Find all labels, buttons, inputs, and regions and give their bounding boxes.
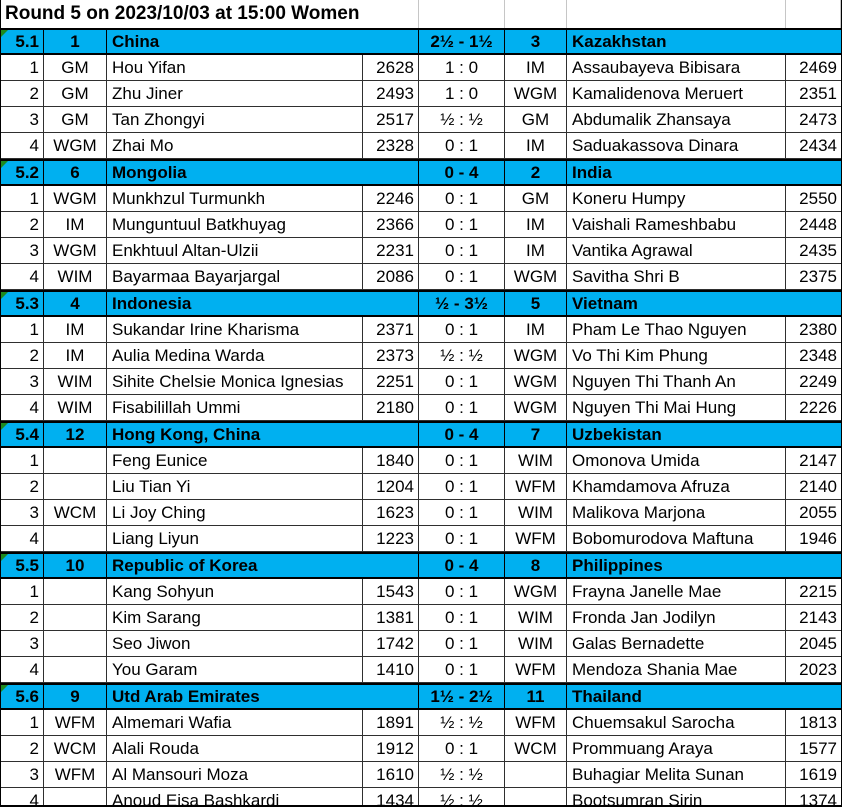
home-rating-cell: 1912 <box>363 736 419 761</box>
green-triangle-icon <box>1 685 8 692</box>
home-seed-cell: 6 <box>44 161 107 184</box>
match-number-cell: 5.6 <box>1 685 44 708</box>
away-title-cell: WGM <box>505 395 567 420</box>
board-row <box>1 81 841 107</box>
away-seed-cell: 8 <box>505 554 567 577</box>
away-title-cell: WGM <box>505 343 567 368</box>
away-rating-cell: 2375 <box>799 266 837 286</box>
away-rating-cell: 2140 <box>799 476 837 496</box>
board-number-cell: 2 <box>1 474 44 499</box>
board-row <box>1 762 841 788</box>
home-rating-cell: 2231 <box>363 238 419 263</box>
away-team-cell: Thailand <box>572 686 642 706</box>
match-score-cell: 0 - 4 <box>419 554 505 577</box>
away-player-cell: Chuemsakul Sarocha <box>567 710 786 735</box>
match-number-cell: 5.3 <box>1 292 44 315</box>
away-rating-cell: 2550 <box>799 188 837 208</box>
away-player-cell: Nguyen Thi Thanh An <box>567 369 786 394</box>
away-title-cell: WFM <box>505 657 567 682</box>
away-player-cell: Vo Thi Kim Phung <box>567 343 786 368</box>
home-title-cell <box>44 474 107 499</box>
away-player-cell: Frayna Janelle Mae <box>567 579 786 604</box>
away-title-cell: WFM <box>505 474 567 499</box>
board-row <box>1 369 841 395</box>
board-number-cell: 4 <box>1 133 44 158</box>
result-cell: 0 : 1 <box>419 500 505 525</box>
home-team-cell: Republic of Korea <box>107 554 419 577</box>
away-rating-cell: 2380 <box>799 319 837 339</box>
away-team-cell: Uzbekistan <box>572 424 662 444</box>
home-title-cell: WIM <box>44 395 107 420</box>
home-seed-cell: 10 <box>44 554 107 577</box>
board-number-cell: 2 <box>1 81 44 106</box>
away-rating-cell: 2143 <box>799 607 837 627</box>
green-triangle-icon <box>1 292 8 299</box>
home-rating-cell: 2086 <box>363 264 419 289</box>
board-number-cell: 3 <box>1 369 44 394</box>
away-player-cell: Mendoza Shania Mae <box>567 657 786 682</box>
board-number-cell: 3 <box>1 107 44 132</box>
result-cell: 1 : 0 <box>419 81 505 106</box>
empty-grid-cell <box>505 0 567 28</box>
home-title-cell: WFM <box>44 762 107 787</box>
board-number-cell: 4 <box>1 526 44 551</box>
board-row <box>1 107 841 133</box>
match-header-row <box>1 28 841 55</box>
result-cell: 0 : 1 <box>419 133 505 158</box>
home-title-cell <box>44 448 107 473</box>
green-triangle-icon <box>1 161 8 168</box>
home-player-cell: Sukandar Irine Kharisma <box>107 317 363 342</box>
home-player-cell: Sihite Chelsie Monica Ignesias <box>107 369 363 394</box>
board-number-cell: 2 <box>1 736 44 761</box>
home-player-cell: Liu Tian Yi <box>107 474 363 499</box>
home-rating-cell: 2628 <box>363 55 419 80</box>
home-player-cell: Aulia Medina Warda <box>107 343 363 368</box>
home-seed-cell: 4 <box>44 292 107 315</box>
home-title-cell: GM <box>44 55 107 80</box>
away-player-cell: Nguyen Thi Mai Hung <box>567 395 786 420</box>
match-number-cell: 5.2 <box>1 161 44 184</box>
home-rating-cell: 1623 <box>363 500 419 525</box>
board-number-cell: 4 <box>1 395 44 420</box>
home-rating-cell: 2517 <box>363 107 419 132</box>
result-cell: 0 : 1 <box>419 657 505 682</box>
result-cell: 0 : 1 <box>419 238 505 263</box>
home-title-cell <box>44 579 107 604</box>
result-cell: 0 : 1 <box>419 264 505 289</box>
home-title-cell <box>44 526 107 551</box>
home-player-cell: Liang Liyun <box>107 526 363 551</box>
board-number-cell: 3 <box>1 762 44 787</box>
away-title-cell <box>505 788 567 807</box>
away-player-cell: Prommuang Araya <box>567 736 786 761</box>
home-team-cell: Utd Arab Emirates <box>107 685 419 708</box>
away-player-cell: Kamalidenova Meruert <box>567 81 786 106</box>
home-player-cell: Munkhzul Turmunkh <box>107 186 363 211</box>
result-cell: ½ : ½ <box>419 762 505 787</box>
away-title-cell: WGM <box>505 369 567 394</box>
board-row <box>1 186 841 212</box>
match-score-cell: ½ - 3½ <box>419 292 505 315</box>
away-player-cell: Khamdamova Afruza <box>567 474 786 499</box>
result-cell: 0 : 1 <box>419 369 505 394</box>
home-title-cell <box>44 605 107 630</box>
board-row <box>1 500 841 526</box>
away-team-cell: Philippines <box>572 555 663 575</box>
result-cell: 0 : 1 <box>419 474 505 499</box>
away-seed-cell: 3 <box>505 30 567 53</box>
result-cell: ½ : ½ <box>419 107 505 132</box>
away-rating-cell: 2226 <box>799 397 837 417</box>
home-rating-cell: 1742 <box>363 631 419 656</box>
result-cell: ½ : ½ <box>419 788 505 807</box>
match-score-cell: 0 - 4 <box>419 423 505 446</box>
home-seed-cell: 12 <box>44 423 107 446</box>
home-rating-cell: 1610 <box>363 762 419 787</box>
away-title-cell: WCM <box>505 736 567 761</box>
home-title-cell: WCM <box>44 736 107 761</box>
result-cell: ½ : ½ <box>419 710 505 735</box>
empty-grid-cell <box>419 0 505 28</box>
home-player-cell: Kim Sarang <box>107 605 363 630</box>
away-rating-cell: 1619 <box>799 764 837 784</box>
result-cell: 0 : 1 <box>419 631 505 656</box>
board-number-cell: 4 <box>1 657 44 682</box>
home-title-cell: WGM <box>44 238 107 263</box>
board-row <box>1 133 841 159</box>
away-rating-cell: 2348 <box>799 345 837 365</box>
home-player-cell: Li Joy Ching <box>107 500 363 525</box>
result-cell: 0 : 1 <box>419 448 505 473</box>
away-rating-cell: 2434 <box>799 135 837 155</box>
away-player-cell: Assaubayeva Bibisara <box>567 55 786 80</box>
board-number-cell: 1 <box>1 186 44 211</box>
away-title-cell: WGM <box>505 81 567 106</box>
match-score-cell: 0 - 4 <box>419 161 505 184</box>
away-title-cell: IM <box>505 212 567 237</box>
away-rating-cell: 2469 <box>799 57 837 77</box>
board-row <box>1 395 841 421</box>
board-number-cell: 1 <box>1 317 44 342</box>
match-header-row <box>1 290 841 317</box>
board-row <box>1 710 841 736</box>
home-team-cell: Hong Kong, China <box>107 423 419 446</box>
home-team-cell: Indonesia <box>107 292 419 315</box>
away-team-cell: Vietnam <box>572 293 638 313</box>
away-rating-cell: 2435 <box>799 240 837 260</box>
home-title-cell: GM <box>44 81 107 106</box>
away-rating-cell: 1577 <box>799 738 837 758</box>
home-rating-cell: 2493 <box>363 81 419 106</box>
board-row <box>1 474 841 500</box>
result-cell: ½ : ½ <box>419 343 505 368</box>
match-header-row <box>1 159 841 186</box>
away-title-cell: WFM <box>505 526 567 551</box>
away-seed-cell: 11 <box>505 685 567 708</box>
home-rating-cell: 2251 <box>363 369 419 394</box>
home-title-cell: IM <box>44 317 107 342</box>
home-player-cell: Almemari Wafia <box>107 710 363 735</box>
home-player-cell: Munguntuul Batkhuyag <box>107 212 363 237</box>
away-player-cell: Saduakassova Dinara <box>567 133 786 158</box>
result-cell: 1 : 0 <box>419 55 505 80</box>
home-title-cell: IM <box>44 212 107 237</box>
away-rating-cell: 2215 <box>799 581 837 601</box>
away-title-cell: WGM <box>505 264 567 289</box>
home-title-cell: WGM <box>44 133 107 158</box>
home-player-cell: Zhai Mo <box>107 133 363 158</box>
board-row <box>1 343 841 369</box>
home-rating-cell: 2246 <box>363 186 419 211</box>
home-player-cell: Feng Eunice <box>107 448 363 473</box>
away-title-cell: WGM <box>505 579 567 604</box>
away-player-cell: Galas Bernadette <box>567 631 786 656</box>
board-number-cell: 2 <box>1 605 44 630</box>
match-score-cell: 1½ - 2½ <box>419 685 505 708</box>
away-player-cell: Fronda Jan Jodilyn <box>567 605 786 630</box>
board-row <box>1 264 841 290</box>
home-title-cell: GM <box>44 107 107 132</box>
home-rating-cell: 1223 <box>363 526 419 551</box>
away-player-cell: Savitha Shri B <box>567 264 786 289</box>
result-cell: 0 : 1 <box>419 736 505 761</box>
match-header-row <box>1 683 841 710</box>
away-player-cell: Malikova Marjona <box>567 500 786 525</box>
away-title-cell: IM <box>505 133 567 158</box>
home-title-cell <box>44 788 107 807</box>
home-player-cell: You Garam <box>107 657 363 682</box>
away-title-cell: WIM <box>505 605 567 630</box>
home-rating-cell: 1840 <box>363 448 419 473</box>
home-player-cell: Anoud Eisa Bashkardi <box>107 788 363 807</box>
home-player-cell: Al Mansouri Moza <box>107 762 363 787</box>
board-row <box>1 448 841 474</box>
match-number-cell: 5.4 <box>1 423 44 446</box>
away-title-cell: WIM <box>505 631 567 656</box>
away-player-cell: Buhagiar Melita Sunan <box>567 762 786 787</box>
away-team-cell: India <box>572 162 612 182</box>
away-rating-cell: 1813 <box>799 712 837 732</box>
home-player-cell: Seo Jiwon <box>107 631 363 656</box>
away-title-cell: IM <box>505 238 567 263</box>
board-row <box>1 317 841 343</box>
away-rating-cell: 2473 <box>799 109 837 129</box>
result-cell: 0 : 1 <box>419 395 505 420</box>
away-rating-cell: 2055 <box>799 502 837 522</box>
board-number-cell: 2 <box>1 343 44 368</box>
board-number-cell: 4 <box>1 264 44 289</box>
empty-grid-cell <box>786 0 841 28</box>
board-number-cell: 1 <box>1 710 44 735</box>
result-cell: 0 : 1 <box>419 212 505 237</box>
home-rating-cell: 2328 <box>363 133 419 158</box>
result-cell: 0 : 1 <box>419 186 505 211</box>
match-header-row <box>1 552 841 579</box>
home-rating-cell: 1434 <box>363 788 419 807</box>
result-cell: 0 : 1 <box>419 526 505 551</box>
board-number-cell: 4 <box>1 788 44 807</box>
away-seed-cell: 7 <box>505 423 567 446</box>
away-rating-cell: 2448 <box>799 214 837 234</box>
away-seed-cell: 2 <box>505 161 567 184</box>
away-player-cell: Omonova Umida <box>567 448 786 473</box>
board-number-cell: 3 <box>1 631 44 656</box>
away-rating-cell: 2249 <box>799 371 837 391</box>
home-rating-cell: 1543 <box>363 579 419 604</box>
away-seed-cell: 5 <box>505 292 567 315</box>
home-title-cell: WIM <box>44 369 107 394</box>
home-rating-cell: 1410 <box>363 657 419 682</box>
green-triangle-icon <box>1 30 8 37</box>
board-number-cell: 3 <box>1 238 44 263</box>
away-player-cell: Vantika Agrawal <box>567 238 786 263</box>
away-title-cell: WFM <box>505 710 567 735</box>
home-player-cell: Hou Yifan <box>107 55 363 80</box>
home-seed-cell: 1 <box>44 30 107 53</box>
away-rating-cell: 2351 <box>799 83 837 103</box>
home-title-cell: WGM <box>44 186 107 211</box>
home-rating-cell: 2366 <box>363 212 419 237</box>
match-number-cell: 5.1 <box>1 30 44 53</box>
away-rating-cell: 2023 <box>799 659 837 679</box>
home-rating-cell: 1891 <box>363 710 419 735</box>
away-player-cell: Vaishali Rameshbabu <box>567 212 786 237</box>
board-row <box>1 605 841 631</box>
away-title-cell: IM <box>505 317 567 342</box>
home-rating-cell: 1381 <box>363 605 419 630</box>
home-title-cell: WIM <box>44 264 107 289</box>
home-team-cell: Mongolia <box>107 161 419 184</box>
away-player-cell: Pham Le Thao Nguyen <box>567 317 786 342</box>
home-title-cell: WFM <box>44 710 107 735</box>
away-rating-cell: 2045 <box>799 633 837 653</box>
board-number-cell: 1 <box>1 448 44 473</box>
home-player-cell: Zhu Jiner <box>107 81 363 106</box>
home-player-cell: Fisabilillah Ummi <box>107 395 363 420</box>
away-team-cell: Kazakhstan <box>572 31 667 51</box>
result-cell: 0 : 1 <box>419 317 505 342</box>
away-player-cell: Abdumalik Zhansaya <box>567 107 786 132</box>
home-player-cell: Kang Sohyun <box>107 579 363 604</box>
green-triangle-icon <box>1 554 8 561</box>
away-rating-cell: 1946 <box>799 528 837 548</box>
result-cell: 0 : 1 <box>419 579 505 604</box>
home-title-cell: IM <box>44 343 107 368</box>
title-row <box>1 0 841 28</box>
board-row <box>1 212 841 238</box>
results-table <box>1 28 841 807</box>
home-team-cell: China <box>107 30 419 53</box>
away-title-cell <box>505 762 567 787</box>
board-number-cell: 1 <box>1 579 44 604</box>
away-player-cell: Bootsumran Sirin <box>567 788 786 807</box>
board-row <box>1 579 841 605</box>
match-score-cell: 2½ - 1½ <box>419 30 505 53</box>
board-row <box>1 631 841 657</box>
result-cell: 0 : 1 <box>419 605 505 630</box>
board-row <box>1 526 841 552</box>
board-row <box>1 238 841 264</box>
home-player-cell: Enkhtuul Altan-Ulzii <box>107 238 363 263</box>
match-number-cell: 5.5 <box>1 554 44 577</box>
board-row <box>1 55 841 81</box>
home-rating-cell: 2371 <box>363 317 419 342</box>
home-rating-cell: 2180 <box>363 395 419 420</box>
away-title-cell: GM <box>505 107 567 132</box>
away-player-cell: Koneru Humpy <box>567 186 786 211</box>
away-title-cell: GM <box>505 186 567 211</box>
home-title-cell <box>44 631 107 656</box>
away-rating-cell: 2147 <box>799 450 837 470</box>
away-player-cell: Bobomurodova Maftuna <box>567 526 786 551</box>
home-seed-cell: 9 <box>44 685 107 708</box>
match-header-row <box>1 421 841 448</box>
board-number-cell: 2 <box>1 212 44 237</box>
home-player-cell: Bayarmaa Bayarjargal <box>107 264 363 289</box>
home-player-cell: Alali Rouda <box>107 736 363 761</box>
board-row <box>1 788 841 807</box>
home-title-cell: WCM <box>44 500 107 525</box>
home-rating-cell: 1204 <box>363 474 419 499</box>
away-title-cell: WIM <box>505 500 567 525</box>
home-player-cell: Tan Zhongyi <box>107 107 363 132</box>
board-number-cell: 3 <box>1 500 44 525</box>
page-title: Round 5 on 2023/10/03 at 15:00 Women <box>1 0 419 28</box>
empty-grid-cell <box>567 0 786 28</box>
green-triangle-icon <box>1 423 8 430</box>
away-rating-cell: 1374 <box>799 790 837 807</box>
board-number-cell: 1 <box>1 55 44 80</box>
home-title-cell <box>44 657 107 682</box>
away-title-cell: WIM <box>505 448 567 473</box>
home-rating-cell: 2373 <box>363 343 419 368</box>
board-row <box>1 736 841 762</box>
board-row <box>1 657 841 683</box>
away-title-cell: IM <box>505 55 567 80</box>
